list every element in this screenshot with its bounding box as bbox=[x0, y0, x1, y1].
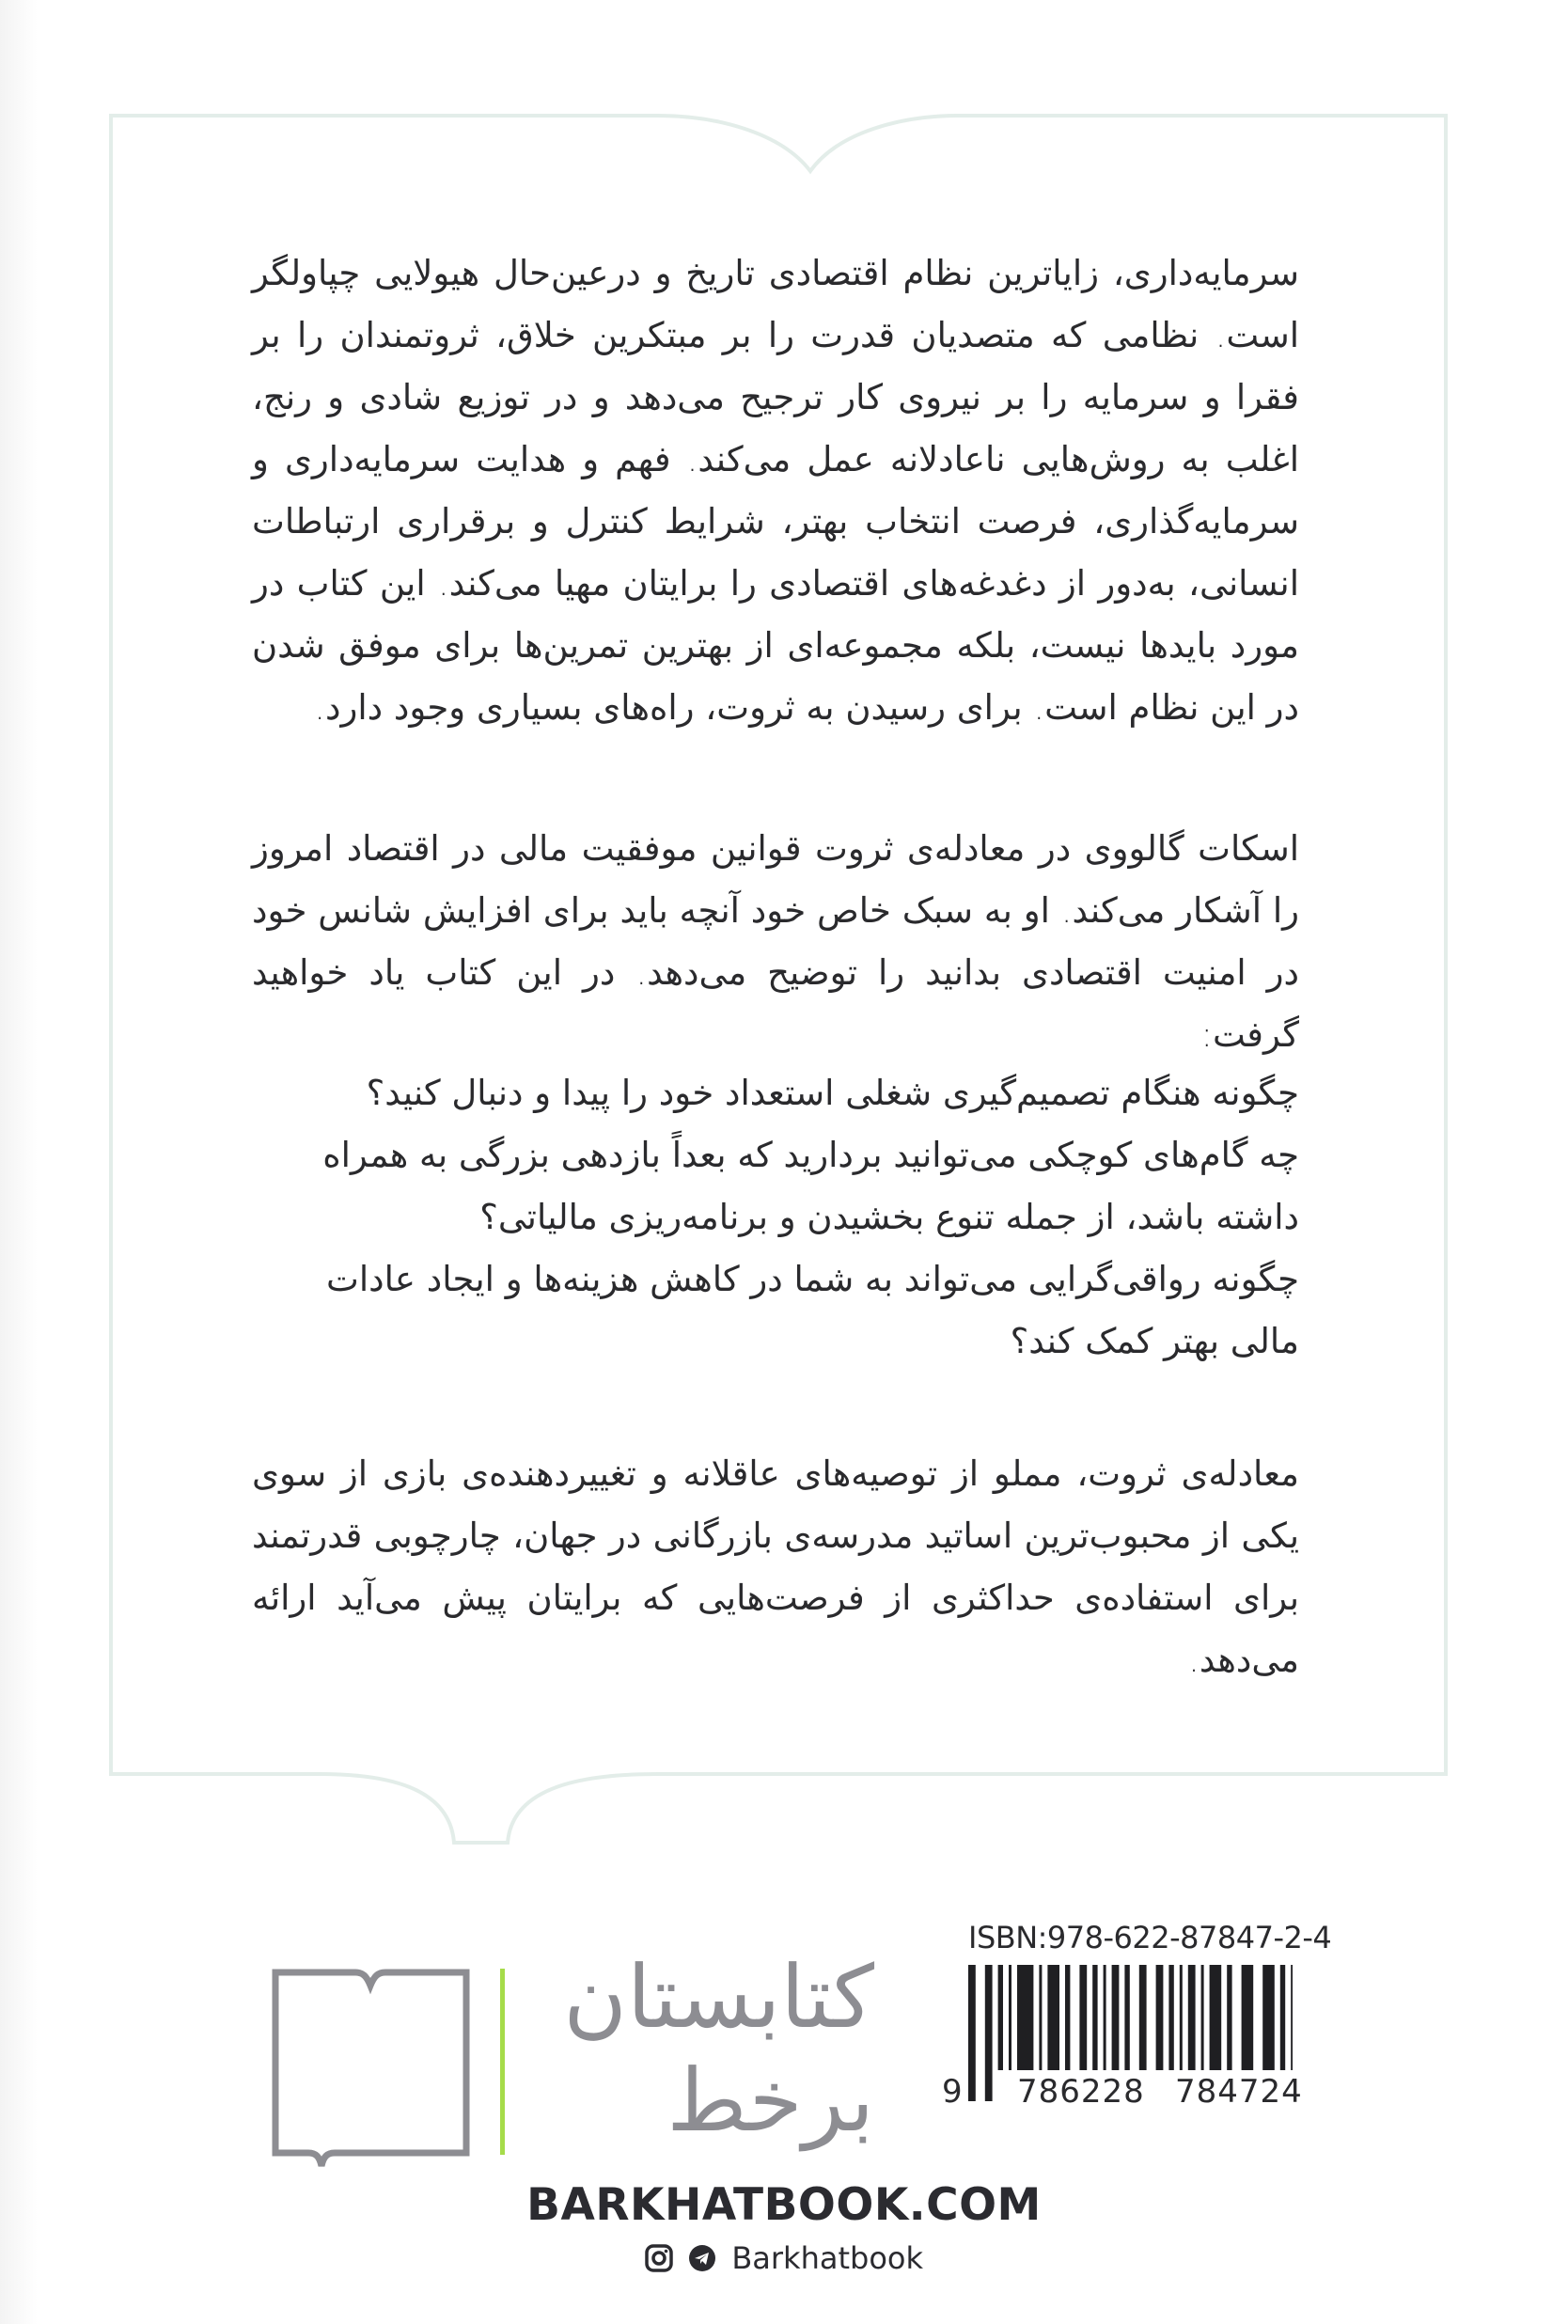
publisher-logo-text bbox=[536, 1946, 874, 2153]
barcode-bar bbox=[1180, 1965, 1183, 2070]
barcode-bar bbox=[1039, 1965, 1042, 2070]
barcode-bar bbox=[1227, 1965, 1231, 2070]
barcode-bar bbox=[1242, 1965, 1254, 2070]
barcode-bar bbox=[968, 1965, 976, 2101]
barcode-bar bbox=[1079, 1965, 1087, 2070]
telegram-icon[interactable] bbox=[688, 2244, 716, 2272]
description-paragraph-3 bbox=[252, 1443, 1299, 1691]
barcode-bar bbox=[998, 1965, 1003, 2070]
barcode-bar bbox=[985, 1965, 993, 2101]
barcode-bar bbox=[1112, 1965, 1120, 2070]
social-handle[interactable]: Barkhatbook bbox=[731, 2240, 924, 2276]
logo-line-1: کتابستان bbox=[563, 1947, 874, 2048]
open-book-square-icon bbox=[271, 1965, 478, 2172]
barcode-bar bbox=[1065, 1965, 1070, 2070]
barcode-bar bbox=[1104, 1965, 1106, 2070]
barcode-bar bbox=[1124, 1965, 1129, 2070]
barcode-digits-left: 786228 bbox=[1017, 2073, 1145, 2111]
isbn-label: ISBN:978-622-87847-2-4 bbox=[968, 1920, 1332, 1955]
description-paragraph-1 bbox=[252, 243, 1299, 739]
instagram-icon[interactable] bbox=[645, 2244, 673, 2272]
paragraph-text: معادله‌ی ثروت، مملو از توصیه‌های عاقلانه و تغییردهنده‌ی بازی از سوی یکی از محبوب‌ترین اساتید مدرسه‌ی بازرگانی در جهان، چارچوبی قدرتمند برای استفاده‌ی حداکثری از فرصت‌هایی که برایتان پیش می‌آید ارائه می‌دهد. bbox=[252, 1453, 1299, 1680]
barcode-bar bbox=[1280, 1965, 1285, 2070]
barcode-bar bbox=[1291, 1965, 1293, 2070]
question-item: چگونه هنگام تصمیم‌گیری شغلی استعداد خود را پیدا و دنبال کنید؟ bbox=[366, 1073, 1299, 1113]
question-item: چگونه رواقی‌گرایی می‌تواند به شما در کاهش هزینه‌ها و ایجاد عادات مالی بهتر کمک کند؟ bbox=[326, 1259, 1299, 1361]
barcode-bar bbox=[1009, 1965, 1011, 2070]
barcode-bar bbox=[1210, 1965, 1222, 2070]
logo-line-2: برخط bbox=[666, 2050, 874, 2151]
description-paragraph-2 bbox=[252, 818, 1299, 1066]
paragraph-text: سرمایه‌داری، زایاترین نظام اقتصادی تاریخ و درعین‌حال هیولایی چپاولگر است. نظامی که متصدیان قدرت را بر مبتکرین خلاق، ثروتمندان را بر فقرا و سرمایه را بر نیروی کار ترجیح می‌دهد و در توزیع شادی و رنج، اغلب به روش‌هایی ناعادلانه عمل می‌کند. فهم و هدایت سرمایه‌داری و سرمایه‌گذاری، فرصت انتخاب بهتر، شرایط کنترل و برقراری ارتباطات انسانی، به‌دور از دغدغه‌های اقتصادی را برایتان مهیا می‌کند. این کتاب در مورد بایدها نیست، بلکه مجموعه‌ای از بهترین تمرین‌ها برای موفق شدن در این نظام است. برای رسیدن به ثروت، راه‌های بسیاری وجود دارد. bbox=[252, 253, 1299, 728]
paragraph-text: اسکات گالووی در معادله‌ی ثروت قوانین موفقیت مالی در اقتصاد امروز را آشکار می‌کند. او به سبک خاص خود آنچه باید برای افزایش شانس خود در امنیت اقتصادی بدانید را توضیح می‌دهد. در این کتاب یاد خواهید گرفت: bbox=[252, 828, 1299, 1055]
barcode-bar bbox=[1201, 1965, 1204, 2070]
logo-divider bbox=[500, 1969, 505, 2155]
barcode-digit-first: 9 bbox=[942, 2073, 964, 2111]
barcode-bar bbox=[1262, 1965, 1275, 2070]
barcode-bar bbox=[1047, 1965, 1059, 2070]
question-item: چه گام‌های کوچکی می‌توانید بردارید که بعداً بازدهی بزرگی به همراه داشته باشد، از جمله تنوع بخشیدن و برنامه‌ریزی مالیاتی؟ bbox=[322, 1135, 1299, 1237]
barcode-bar bbox=[1188, 1965, 1196, 2070]
barcode-bar bbox=[1156, 1965, 1164, 2070]
barcode-digits-right: 784724 bbox=[1175, 2073, 1303, 2111]
social-handle-row bbox=[0, 2240, 1568, 2276]
barcode-bar bbox=[1139, 1965, 1147, 2070]
barcode-bar bbox=[1017, 1965, 1033, 2070]
publisher-website[interactable]: BARKHATBOOK.COM bbox=[526, 2179, 1042, 2231]
barcode-bar bbox=[1092, 1965, 1097, 2070]
barcode-bar bbox=[1168, 1965, 1173, 2070]
questions-list bbox=[252, 1062, 1299, 1373]
